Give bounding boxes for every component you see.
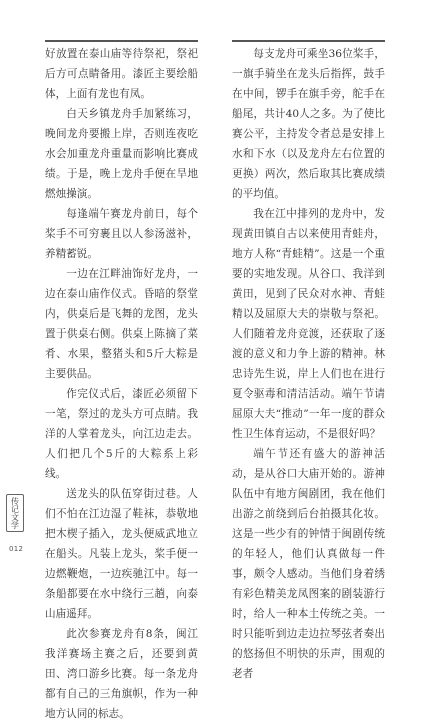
- paragraph: 一边在江畔油饰好龙舟，一边在泰山庙作仪式。昏暗的祭堂内，供桌后是飞舞的龙图，龙头置于供桌右侧。供桌上陈摘了菜肴、水果，整猪头和5斤大粽是主要供品。: [45, 268, 198, 380]
- paragraph: 作完仪式后，漆匠必须留下一笔，祭过的龙头方可点睛。我洋的人掌着龙头，向江边走去。人们把几个5斤的大粽系上彩线。: [45, 388, 198, 480]
- paragraph: 我在江中排列的龙舟中，发现黄田镇自古以来使用青蛙舟，地方人称“青蛙精”。这是一个重要的实地发现。从谷口、我洋到黄田，见到了民众对水神、青蛙精以及屈原大夫的崇敬与祭祀。人们随着龙舟竞渡，还获取了逐渡的意义和力争上游的精神。林忠诗先生说，岸上人们也在进行夏令驱毒和清洁活动。端午节请屈原大夫“推动”一年一度的群众性卫生体育运动，不是很好吗？: [232, 208, 385, 440]
- paragraph: 每支龙舟可乘坐36位桨手，一旗手骑坐在龙头后指挥，鼓手在中间，锣手在旗手旁，舵手在船尾，共计40人之多。为了使比赛公平，主持发令者总是安排上水和下水（以及龙舟左右位置的更换）两次，然后取其比赛成绩的平均值。: [232, 48, 385, 200]
- page-number: 012: [9, 545, 24, 553]
- paragraph: 好放置在泰山庙等待祭祀，祭祀后方可点睛备用。漆匠主要绘船体，上面有龙也有凤。: [45, 48, 198, 100]
- section-tab: [6, 494, 24, 532]
- paragraph: 每逢端午赛龙舟前日，每个桨手不可穷裹且以人参汤滋补，养精蓄锐。: [45, 208, 198, 260]
- left-text-column: [45, 40, 198, 724]
- right-text-column: [232, 40, 385, 684]
- paragraph: 送龙头的队伍穿街过巷。人们不怕在江边湿了鞋袜，恭敬地把木楔子插入，龙头便威武地立在船头。凡装上龙头，桨手便一边燃鞭炮，一边疾驰江中。每一条船都要在水中绕行三趟，向泰山庙遥拜。: [45, 488, 198, 620]
- paragraph: 端午节还有盛大的游神活动，是从谷口大庙开始的。游神队伍中有地方闽剧团，我在他们出游之前绕到后台拍摄其化妆。这是一些少有的钟情于闽剧传统的年轻人，他们认真做每一件事，颇令人感动。当他们身着绣有彩色精美龙凤图案的剧装游行时，给人一种本土传统之美。一时只能听到边走边拉琴弦者奏出的悠扬但不明快的乐声，围观的老者: [232, 448, 385, 680]
- paragraph: 此次参赛龙舟有8条，闽江我洋赛场主赛之后，还要到黄田、湾口游乡比赛。每一条龙舟都有自己的三角旗帜，作为一种地方认同的标志。: [45, 628, 198, 720]
- paragraph: 白天乡镇龙舟手加紧练习，晚间龙舟要搬上岸，否则连夜吃水会加重龙舟重量而影响比赛成绩。于是，晚上龙舟手便在旱地燃烛操演。: [45, 108, 198, 200]
- section-label: 传记文学: [10, 497, 20, 529]
